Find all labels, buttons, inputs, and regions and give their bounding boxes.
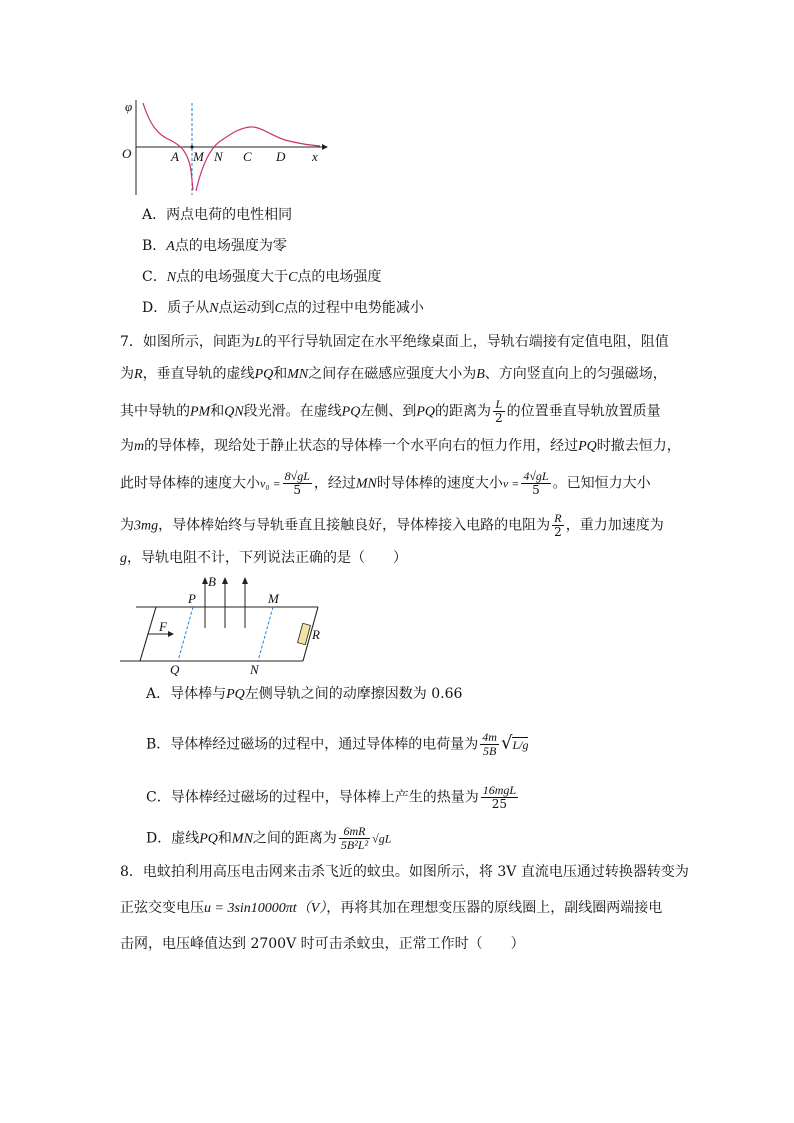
fraction-l-over-2: $\frac{L}{2}$	[495, 397, 503, 425]
label-c: C	[243, 149, 252, 164]
fraction-6mr: $\frac{6mR}{\text{5B²L²}}$	[340, 824, 369, 852]
potential-graph	[110, 95, 335, 200]
label-n: N	[250, 662, 259, 677]
fraction-16mgl-25: $\frac{\text{16mgL}}{25}$	[482, 783, 517, 811]
q7-option-a: A．导体棒与PQ左侧导轨之间的动摩擦因数为 0.66	[146, 686, 463, 702]
q8-line-3: 击网，电压峰值达到 2700V 时可击杀蚊虫，正常工作时（ ）	[120, 936, 525, 952]
label-m: M	[268, 591, 279, 606]
label-n: N	[214, 149, 223, 164]
q6-option-d: D．质子从N点运动到C点的过程中电势能减小	[142, 300, 424, 316]
q6-option-a: A．两点电荷的电性相同	[142, 207, 293, 223]
label-p: P	[188, 591, 196, 606]
q7-line-3: 其中导轨的PM和QN段光滑。在虚线PQ左侧、到PQ的距离为 $\frac{L}{2}$ 的位置垂直导轨放置质量	[120, 397, 661, 425]
q7-line-7: g，导轨电阻不计，下列说法正确的是（ ）	[120, 550, 407, 566]
label-x: x	[312, 149, 318, 164]
b-arrow-3-head	[242, 577, 248, 584]
fraction-v: $\frac{4√gL}{5}$	[523, 469, 549, 497]
q7-line-2: 为R，垂直导轨的虚线PQ和MN之间存在磁感应强度大小为B、方向竖直向上的匀强磁场，	[120, 366, 667, 382]
fraction-4m-5b: $\frac{4m}{5B}$	[482, 730, 497, 758]
label-origin: O	[122, 146, 132, 161]
q7-line-4: 为m的导体棒，现给处于静止状态的导体棒一个水平向右的恒力作用，经过PQ时撤去恒力，	[120, 438, 681, 454]
label-a: A	[171, 149, 179, 164]
q7-line-5: 此时导体棒的速度大小v₀ = $\frac{8√gL}{5}$ ，经过MN时导体棒的速度大小v = $\frac{4√gL}{5}$ 。已知恒力大小	[120, 469, 651, 497]
q6-option-c: C．N点的电场强度大于C点的电场强度	[142, 269, 382, 285]
fraction-v0: $\frac{8√gL}{5}$	[284, 469, 310, 497]
q7-line-1: 7．如图所示，间距为L的平行导轨固定在水平绝缘桌面上，导轨右端接有定值电阻，阻值	[120, 334, 669, 350]
q8-line-1: 8．电蚊拍利用高压电击网来击杀飞近的蚊虫。如图所示，将 3V 直流电压通过转换器转变为	[120, 864, 689, 880]
q6-option-b: B．A点的电场强度为零	[142, 238, 287, 254]
label-b: B	[208, 574, 216, 589]
dashed-line-pq	[178, 607, 193, 661]
q8-line-2: 正弦交变电压u = 3sin10000πt（V），再将其加在理想变压器的原线圈上，副线圈两端接电	[120, 900, 663, 916]
q7-option-c: C．导体棒经过磁场的过程中，导体棒上产生的热量为 $\frac{\text{16mgL}}{25}$	[146, 783, 517, 811]
rails-diagram	[118, 572, 333, 678]
label-m: M	[193, 149, 204, 164]
label-f: F	[159, 619, 167, 634]
q7-option-b: B．导体棒经过磁场的过程中，通过导体棒的电荷量为 $\frac{4m}{5B}$ √L/g	[146, 730, 529, 758]
x-axis-arrow	[322, 144, 328, 150]
label-q: Q	[170, 662, 180, 677]
force-arrow-head	[168, 631, 174, 637]
b-arrow-2-head	[222, 577, 228, 584]
q7-line-6: 为3mg，导体棒始终与导轨垂直且接触良好，导体棒接入电路的电阻为 $\frac{R}{2}$ ，重力加速度为	[120, 511, 664, 539]
fraction-r-over-2: $\frac{R}{2}$	[554, 511, 562, 539]
label-d: D	[276, 149, 286, 164]
label-r: R	[312, 627, 320, 642]
q7-option-d: D．虚线PQ和MN之间的距离为 $\frac{6mR}{\text{5B²L²}}$ √gL	[146, 824, 392, 852]
label-phi: φ	[125, 99, 133, 114]
dashed-line-mn	[258, 607, 273, 661]
